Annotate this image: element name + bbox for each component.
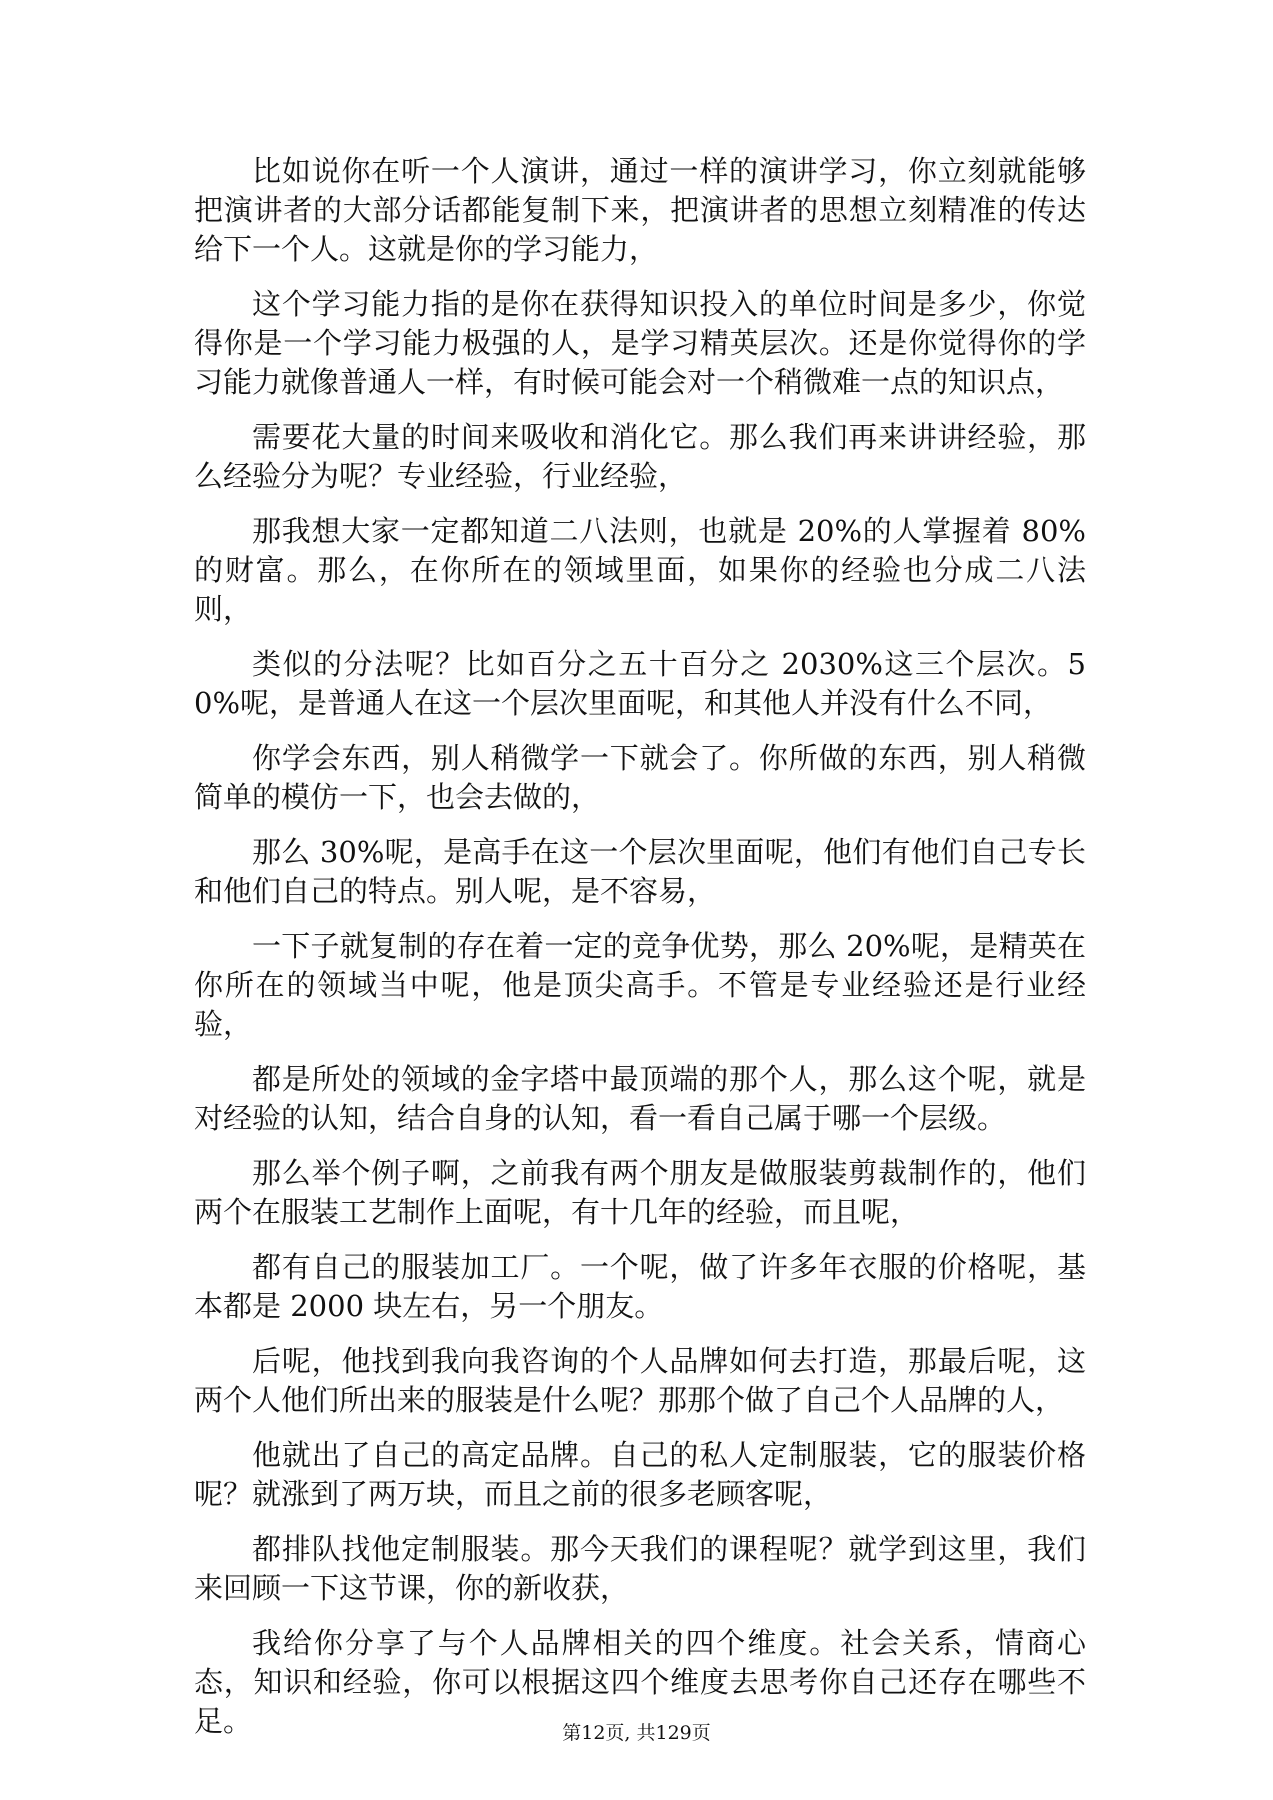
- paragraph: 这个学习能力指的是你在获得知识投入的单位时间是多少，你觉得你是一个学习能力极强的人，是学习精英层次。还是你觉得你的学习能力就像普通人一样，有时候可能会对一个稍微难一点的知识点，: [194, 287, 1086, 399]
- paragraph: 后呢，他找到我向我咨询的个人品牌如何去打造，那最后呢，这两个人他们所出来的服装是什么呢？那那个做了自己个人品牌的人，: [194, 1344, 1086, 1417]
- page-number-footer: 第12页, 共129页: [562, 1722, 711, 1744]
- paragraph: 一下子就复制的存在着一定的竞争优势，那么 20%呢，是精英在你所在的领域当中呢，他是顶尖高手。不管是专业经验还是行业经验，: [194, 929, 1086, 1041]
- paragraph: 你学会东西，别人稍微学一下就会了。你所做的东西，别人稍微简单的模仿一下，也会去做的，: [194, 741, 1086, 814]
- paragraph: 都是所处的领域的金字塔中最顶端的那个人，那么这个呢，就是对经验的认知，结合自身的认知，看一看自己属于哪一个层级。: [194, 1062, 1086, 1135]
- paragraph: 类似的分法呢？比如百分之五十百分之 2030%这三个层次。50%呢，是普通人在这一个层次里面呢，和其他人并没有什么不同，: [194, 647, 1086, 720]
- paragraph: 都有自己的服装加工厂。一个呢，做了许多年衣服的价格呢，基本都是 2000 块左右，另一个朋友。: [194, 1250, 1086, 1323]
- paragraph: 我给你分享了与个人品牌相关的四个维度。社会关系，情商心态，知识和经验，你可以根据这四个维度去思考你自己还存在哪些不足。: [194, 1626, 1086, 1738]
- paragraph: 那么 30%呢，是高手在这一个层次里面呢，他们有他们自己专长和他们自己的特点。别人呢，是不容易，: [194, 835, 1086, 908]
- paragraph: 比如说你在听一个人演讲，通过一样的演讲学习，你立刻就能够把演讲者的大部分话都能复制下来，把演讲者的思想立刻精准的传达给下一个人。这就是你的学习能力，: [194, 154, 1086, 266]
- paragraph: 那我想大家一定都知道二八法则，也就是 20%的人掌握着 80%的财富。那么，在你所在的领域里面，如果你的经验也分成二八法则，: [194, 514, 1086, 626]
- paragraph: 需要花大量的时间来吸收和消化它。那么我们再来讲讲经验，那么经验分为呢？专业经验，行业经验，: [194, 420, 1086, 493]
- paragraph: 那么举个例子啊，之前我有两个朋友是做服装剪裁制作的，他们两个在服装工艺制作上面呢，有十几年的经验，而且呢，: [194, 1156, 1086, 1229]
- document-body: [194, 152, 1086, 1757]
- paragraph: 都排队找他定制服装。那今天我们的课程呢？就学到这里，我们来回顾一下这节课，你的新收获，: [194, 1532, 1086, 1605]
- paragraph: 他就出了自己的高定品牌。自己的私人定制服装，它的服装价格呢？就涨到了两万块，而且之前的很多老顾客呢，: [194, 1438, 1086, 1511]
